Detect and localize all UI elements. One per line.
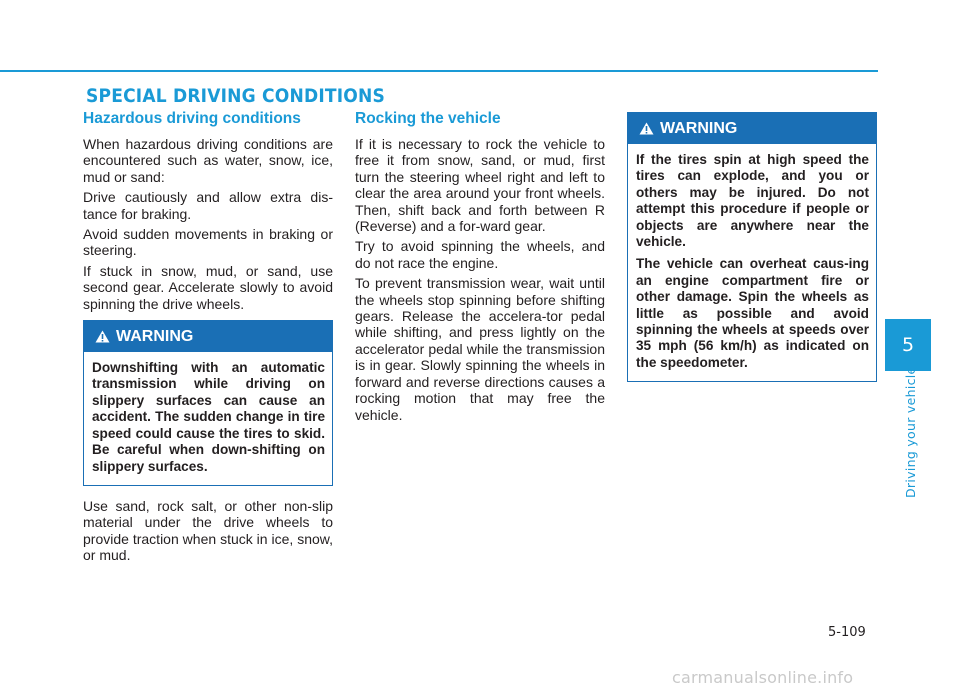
paragraph: Drive cautiously and allow extra dis-tance for braking.: [83, 189, 333, 222]
column-warning: [627, 110, 877, 382]
heading-rocking: Rocking the vehicle: [355, 110, 501, 127]
page-number: 5-109: [828, 625, 866, 640]
header-rule: [0, 70, 878, 72]
warning-header: [628, 113, 876, 144]
column-rocking: [355, 110, 605, 427]
chapter-label: Driving your vehicle: [903, 366, 918, 498]
watermark: carmanualsonline.info: [672, 668, 854, 687]
chapter-tab: 5: [885, 319, 931, 371]
warning-label: WARNING: [660, 119, 738, 137]
warning-triangle-icon: [95, 330, 110, 343]
section-title: SPECIAL DRIVING CONDITIONS: [86, 85, 385, 107]
paragraph: When hazardous driving conditions are encountered such as water, snow, ice, mud or sand:: [83, 136, 333, 185]
paragraph: If it is necessary to rock the vehicle to free it from snow, sand, or mud, first turn the steering wheel right and left to clear the area around your front wheels. Then, shift back and forth between R (Reverse) and a for-ward gear.: [355, 136, 605, 235]
warning-text: Downshifting with an automatic transmission while driving on slippery surfaces can cause an accident. The sudden change in tire speed could cause the tires to skid. Be careful when down-shifting on slippery surfaces.: [92, 360, 325, 474]
warning-body: [84, 352, 332, 485]
warning-header: [84, 321, 332, 352]
paragraph: If stuck in snow, mud, or sand, use second gear. Accelerate slowly to avoid spinning the drive wheels.: [83, 262, 333, 312]
paragraph: Use sand, rock salt, or other non-slip material under the drive wheels to provide traction when stuck in ice, snow, or mud.: [83, 497, 333, 564]
warning-label: WARNING: [116, 327, 194, 345]
paragraph: Avoid sudden movements in braking or steering.: [83, 226, 333, 259]
warning-box-tire-spin: [627, 112, 877, 382]
paragraph: To prevent transmission wear, wait until the wheels stop spinning before shifting gears. Release the accelera-tor pedal while shifting, and press lightly on the accelerator pedal while the transmission is in gear. Slowly spinning the wheels in forward and reverse directions causes a rocking motion that may free the vehicle.: [355, 275, 605, 423]
column-hazardous: [83, 110, 333, 568]
warning-body: [628, 144, 876, 381]
warning-box-downshifting: [83, 320, 333, 486]
warning-triangle-icon: [639, 122, 654, 135]
warning-text: If the tires spin at high speed the tires can explode, and you or others may be injured. Do not attempt this procedure if people or objects are anywhere near the vehicle.: [636, 152, 869, 250]
warning-text: The vehicle can overheat caus-ing an engine compartment fire or other damage. Spin the wheels as little as possible and avoid spinning the wheels at speeds over 35 mph (56 km/h) as indicated on the speedometer.: [636, 256, 869, 370]
heading-hazardous: Hazardous driving conditions: [83, 110, 301, 127]
paragraph: Try to avoid spinning the wheels, and do not race the engine.: [355, 238, 605, 271]
